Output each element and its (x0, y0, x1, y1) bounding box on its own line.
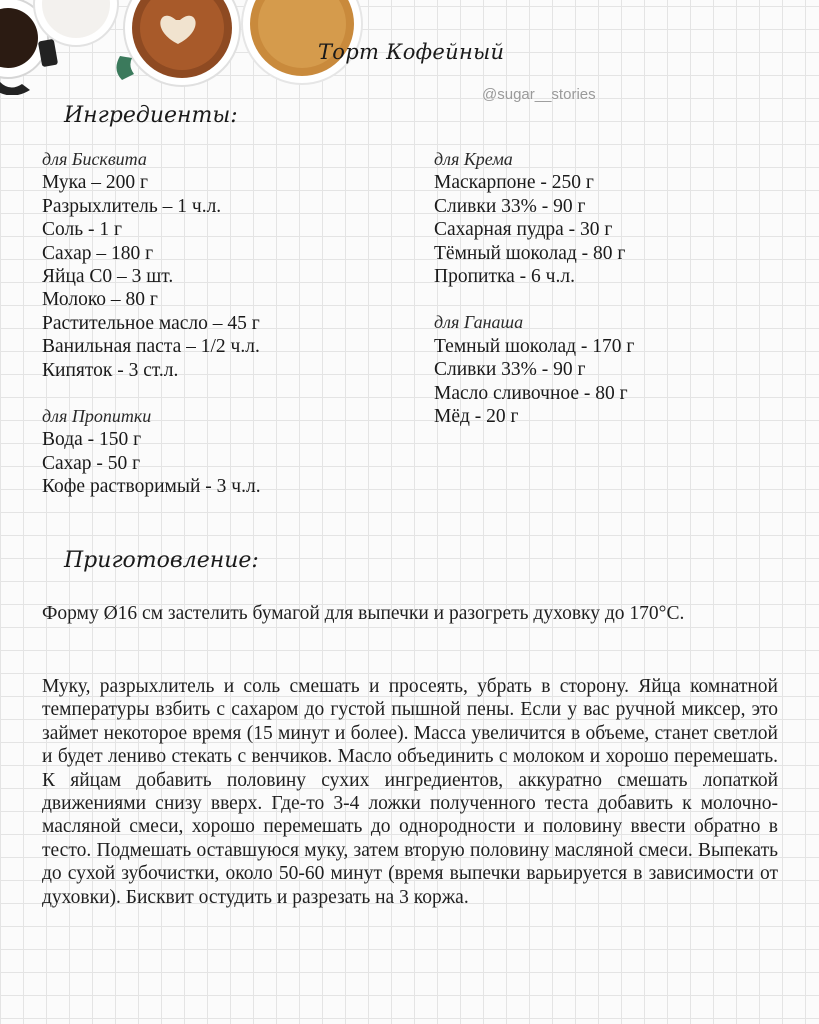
ingredient-item: Мука – 200 г (42, 172, 149, 194)
ingredient-item: Пропитка - 6 ч.л. (434, 266, 575, 288)
latte-cup-icon (34, 0, 118, 67)
ingredient-item: Сахар – 180 г (42, 242, 154, 264)
ingredient-group (42, 405, 261, 499)
ingredient-group-title: для Ганаша (434, 312, 524, 333)
ingredient-item: Разрыхлитель – 1 ч.л. (42, 195, 222, 217)
ingredient-item: Сливки 33% - 90 г (434, 195, 586, 217)
cappuccino-cup-icon (116, 0, 240, 86)
author-handle: @sugar__stories (482, 86, 596, 103)
ingredient-group-title: для Пропитки (42, 406, 152, 427)
ingredients-left-column (42, 148, 261, 499)
ingredient-item: Кофе растворимый - 3 ч.л. (42, 476, 261, 498)
preparation-paragraph: Форму Ø16 см застелить бумагой для выпечки и разогреть духовку до 170°С. (42, 603, 685, 624)
ingredient-item: Кипяток - 3 ст.л. (42, 359, 179, 381)
ingredient-group (434, 148, 634, 288)
ingredient-item: Молоко – 80 г (42, 289, 158, 311)
preparation-heading: Приготовление: (64, 548, 259, 573)
ingredient-item: Сахарная пудра - 30 г (434, 219, 613, 241)
ingredient-group (434, 311, 634, 428)
preparation-paragraph: Муку, разрыхлитель и соль смешать и просеять, убрать в сторону. Яйца комнатной температуры взбить с сахаром до густой пышной пены. Если у вас ручной миксер, это займет некоторое время (15 минут и более). Масса увеличится в объеме, станет светлой и будет лениво стекать с венчиков. Масло объединить с молоком и хорошо перемешать. К яйцам добавить половину сухих ингредиентов, аккуратно смешать лопаткой движениями снизу вверх. Где-то 3-4 ложки полученного теста добавить к молочно-масляной смеси, хорошо перемешать до однородности и половину ввести обратно в тесто. Подмешать оставшуюся муку, затем вторую половину масляной смеси. Выпекать до сухой зубочистки, около 50-60 минут (время выпечки варьируется в зависимости от духовки). Бисквит остудить и разрезать на 3 коржа. (42, 676, 778, 908)
ingredient-group (42, 148, 261, 382)
ingredient-item: Мёд - 20 г (434, 406, 519, 428)
ingredient-group-title: для Крема (434, 149, 513, 169)
ingredient-item: Ванильная паста – 1/2 ч.л. (42, 336, 260, 358)
ingredient-item: Сахар - 50 г (42, 452, 141, 474)
ingredient-item: Растительное масло – 45 г (42, 312, 260, 334)
ingredient-group-title: для Бисквита (42, 149, 147, 169)
ingredients-heading: Ингредиенты: (64, 103, 238, 128)
ingredient-item: Маскарпоне - 250 г (434, 172, 594, 194)
ingredient-item: Вода - 150 г (42, 429, 142, 451)
ingredients-right-column (434, 148, 634, 428)
ingredient-item: Масло сливочное - 80 г (434, 382, 628, 404)
ingredient-item: Темный шоколад - 170 г (434, 335, 635, 357)
ingredient-item: Соль - 1 г (42, 219, 122, 241)
ingredient-item: Тёмный шоколад - 80 г (434, 242, 626, 264)
ingredient-item: Яйца С0 – 3 шт. (42, 266, 174, 288)
ingredient-item: Сливки 33% - 90 г (434, 359, 586, 381)
recipe-title: Торт Кофейный (318, 40, 505, 64)
